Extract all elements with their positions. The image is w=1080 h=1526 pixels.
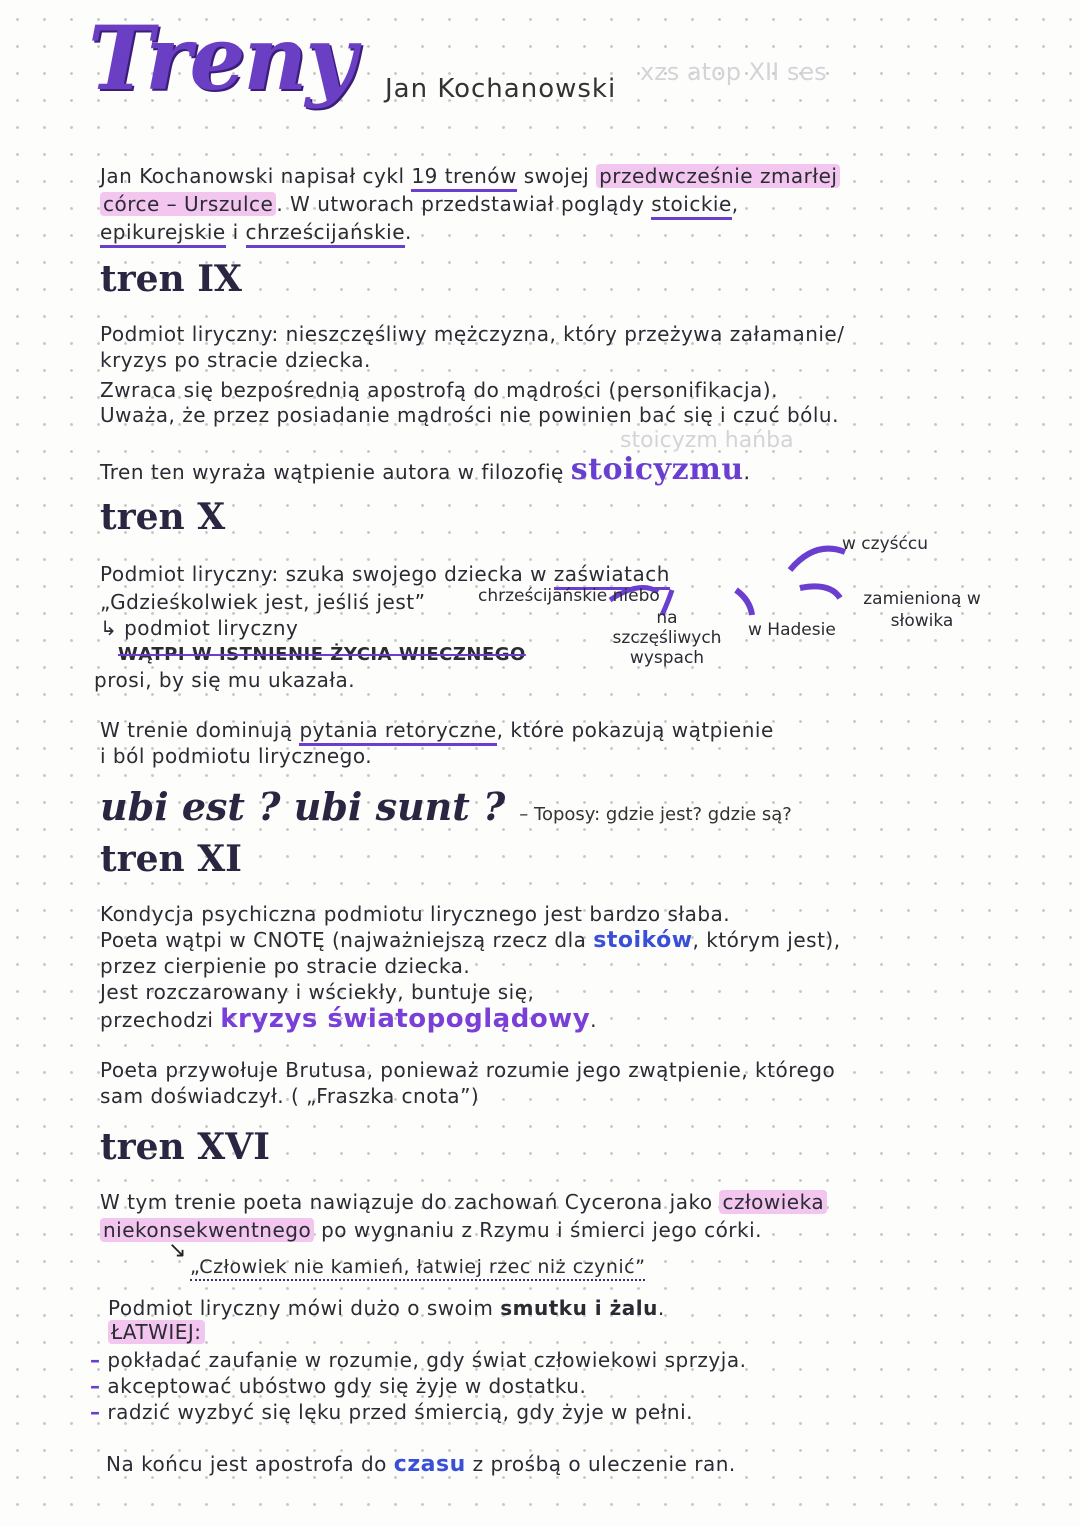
bullet-item xyxy=(90,1400,693,1424)
tren16-line-2 xyxy=(100,1218,762,1242)
tren11-text: . xyxy=(590,1008,598,1032)
tren11-line-2 xyxy=(100,928,841,953)
bullet-item xyxy=(90,1374,586,1398)
tren10-line-6 xyxy=(100,718,774,742)
intro-text: swojej xyxy=(516,164,597,188)
tren11-line-1: Kondycja psychiczna podmiotu lirycznego jest bardzo słaba. xyxy=(100,902,731,926)
ubi-est-title xyxy=(100,784,792,829)
intro-line-1 xyxy=(100,164,840,188)
branch-happy-isles: na szczęśliwych wyspach xyxy=(612,608,722,668)
tren9-highlight: stoicyzmu xyxy=(570,452,744,487)
tren16-highlight: niekonsekwentnego xyxy=(100,1218,314,1242)
tren9-text: Tren ten wyraża wątpienie autora w filozofię xyxy=(100,460,571,484)
tren10-underlined: pytania retoryczne xyxy=(299,718,496,746)
intro-text: . xyxy=(405,220,412,244)
intro-highlight: przedwcześnie zmarłej xyxy=(596,164,840,188)
tren16-text: po wygnaniu z Rzymu i śmierci jego córki. xyxy=(314,1218,763,1242)
tren9-line-2: kryzys po stracie dziecka. xyxy=(100,348,371,372)
ghost-text: xzs atop XII ses xyxy=(640,58,827,86)
tren10-line-4: WĄTPI W ISTNIENIE ŻYCIA WIECZNEGO xyxy=(118,644,526,665)
tren16-text: . xyxy=(657,1296,665,1320)
ubi-text: ubi est ? ubi sunt ? xyxy=(100,784,506,829)
tren10-text: , które pokazują wątpienie xyxy=(496,718,774,742)
intro-line-3 xyxy=(100,220,412,244)
branch-arc xyxy=(736,590,752,615)
tren10-line-2: „Gdzieśkolwiek jest, jeśliś jest” xyxy=(100,590,426,614)
intro-highlight: córce – Urszulce xyxy=(100,192,276,216)
tren16-text: z prośbą o uleczenie ran. xyxy=(465,1452,736,1476)
tren16-text: Podmiot liryczny mówi dużo o swoim xyxy=(108,1296,501,1320)
tren11-line-5 xyxy=(100,1004,597,1034)
heading-tren-16: tren XVI xyxy=(100,1126,270,1168)
tren16-line-1 xyxy=(100,1190,827,1214)
bullet-text: radzić wyzbyć się lęku przed śmiercią, gdy żyje w pełni. xyxy=(107,1400,693,1424)
tren11-highlight: kryzys światopoglądowy xyxy=(220,1004,591,1034)
intro-text: i xyxy=(225,220,246,244)
tren16-emphasis: smutku i żalu xyxy=(500,1296,658,1320)
tren9-line-4: Uważa, że przez posiadanie mądrości nie powinien bać się i czuć bólu. xyxy=(100,403,839,427)
bullet-item xyxy=(90,1348,746,1372)
tren11-line-4: Jest rozczarowany i wściekły, buntuje się, xyxy=(100,980,535,1004)
bullet-text: pokładać zaufanie w rozumie, gdy świat człowiekowi sprzyja. xyxy=(107,1348,747,1372)
tren10-line-7: i ból podmiotu lirycznego. xyxy=(100,744,373,768)
tren9-line-1: Podmiot liryczny: nieszczęśliwy mężczyzna, który przeżywa załamanie/ xyxy=(100,322,845,346)
tren11-line-7: sam doświadczył. ( „Fraszka cnota”) xyxy=(100,1084,480,1108)
tren11-text: Poeta wątpi w CNOTĘ (najważniejszą rzecz dla xyxy=(100,928,594,952)
author-name: Jan Kochanowski xyxy=(385,74,617,104)
easier-label xyxy=(108,1320,205,1344)
tren16-quote: „Człowiek nie kamień, łatwiej rzec niż czynić” xyxy=(190,1256,645,1281)
tren11-text: przechodzi xyxy=(100,1008,221,1032)
tren16-text: Na końcu jest apostrofa do xyxy=(106,1452,394,1476)
tren16-text: W tym trenie poeta nawiązuje do zachowań Cycerona jako xyxy=(100,1190,720,1214)
bullet-dash-icon: – xyxy=(90,1374,101,1398)
bullet-text: akceptować ubóstwo gdy się żyje w dostatku. xyxy=(107,1374,587,1398)
heading-tren-10: tren X xyxy=(100,496,226,538)
page-title: Treny xyxy=(88,6,355,110)
tren16-highlight: czasu xyxy=(393,1452,466,1477)
ghost-text: stoicyzm hańba xyxy=(620,428,794,453)
branch-purgatory: w czyśćcu xyxy=(842,534,928,554)
intro-text: . W utworach przedstawiał poglądy xyxy=(276,192,652,216)
intro-underlined: epikurejskie xyxy=(100,220,226,248)
branch-nightingale: zamienioną w słowika xyxy=(863,589,981,631)
tren10-text: W trenie dominują xyxy=(100,718,300,742)
tren11-highlight: stoików xyxy=(593,928,693,953)
tren10-line-1 xyxy=(100,562,670,586)
intro-underlined: chrześcijańskie xyxy=(246,220,406,248)
tren9-line-5 xyxy=(100,452,751,487)
tren16-last-line xyxy=(106,1452,736,1477)
tren10-line-5: prosi, by się mu ukazała. xyxy=(94,668,356,692)
tren16-line-3 xyxy=(108,1296,665,1320)
branch-heaven: chrześcijańskie niebo xyxy=(478,586,660,606)
heading-tren-9: tren IX xyxy=(100,258,242,300)
easier-label-text: ŁATWIEJ: xyxy=(108,1320,205,1344)
branch-hades: w Hadesie xyxy=(748,620,836,640)
branch-arc xyxy=(790,549,845,570)
heading-tren-11: tren XI xyxy=(100,838,242,880)
tren11-line-6: Poeta przywołuje Brutusa, ponieważ rozumie jego zwątpienie, którego xyxy=(100,1058,836,1082)
bullet-dash-icon: – xyxy=(90,1348,101,1372)
intro-underlined: 19 trenów xyxy=(411,164,517,192)
tren10-underlined: zaświatach xyxy=(554,562,670,590)
tren11-line-3: przez cierpienie po stracie dziecka. xyxy=(100,954,471,978)
tren9-text: . xyxy=(743,460,751,484)
intro-text: , xyxy=(731,192,739,216)
topos-note: – Toposy: gdzie jest? gdzie są? xyxy=(519,804,792,825)
arrow-icon: ↘ xyxy=(168,1238,187,1263)
intro-line-2 xyxy=(100,192,739,216)
branch-arc xyxy=(800,586,840,598)
tren11-text: , którym jest), xyxy=(692,928,841,952)
tren10-text: Podmiot liryczny: szuka swojego dziecka w xyxy=(100,562,554,586)
tren9-line-3: Zwraca się bezpośrednią apostrofą do mądrości (personifikacja). xyxy=(100,378,778,402)
intro-text: Jan Kochanowski napisał cykl xyxy=(100,164,412,188)
bullet-dash-icon: – xyxy=(90,1400,101,1424)
intro-underlined: stoickie xyxy=(651,192,732,220)
tren10-line-3: ↳ podmiot liryczny xyxy=(100,616,299,640)
tren16-highlight: człowieka xyxy=(719,1190,827,1214)
